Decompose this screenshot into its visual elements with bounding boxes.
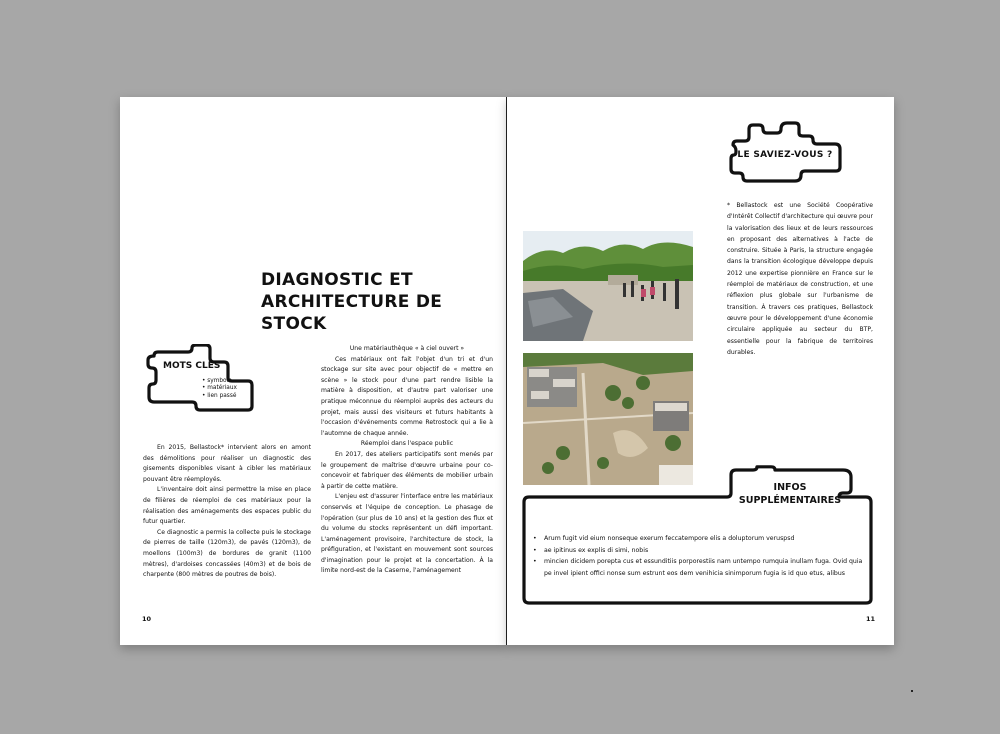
right-page <box>507 97 894 645</box>
saviez-vous-heading: LE SAVIEZ-VOUS ? <box>737 150 833 160</box>
paragraph: L'enjeu est d'assurer l'interface entre les matériaux conservés et l'équipe de conception. Le phasage de l'opération (sur plus de 10 ans) et la gestion des flux et du volume du stocks représentent un défi important. L'aménagement provisoire, l'architecture de stock, la préfiguration, et l'existant en mouvement sont sources d'imagination pour le projet et la concertation. À la limite nord-est de la Caserne, l'aménagement <box>321 493 493 575</box>
keyword-item: • symbole <box>202 378 237 385</box>
keyword-item: • matériaux <box>202 385 237 392</box>
paragraph: En 2015, Bellastock* intervient alors en amont des démolitions pour réaliser un diagnostic des gisements disponibles visant à cibler les matériaux pouvant être réemployés. <box>143 444 311 483</box>
keywords-heading: MOTS CLÉS <box>163 361 221 371</box>
subheading: Une matériauthèque « à ciel ouvert » <box>349 345 465 352</box>
paragraph: Ce diagnostic a permis la collecte puis le stockage de pierres de taille (120m3), de pavés (120m3), de moellons (100m3) de bordures de granit (1100 mètres), d'ardoises concassées (40m3) et de bois de charpente (800 mètres de poutres de bois). <box>143 528 312 579</box>
keywords-list <box>202 378 237 400</box>
info-item: • Arum fugit vid eium nonseque exerum feccatempore elis a doluptorum veruspsd <box>533 533 867 545</box>
left-page <box>120 97 507 645</box>
keyword-item: • lien passé <box>202 393 237 400</box>
article-title: DIAGNOSTIC ET ARCHITECTURE DE STOCK <box>261 270 443 334</box>
dust-speck <box>911 690 913 692</box>
text-column-right <box>321 344 493 577</box>
infos-heading-line: INFOS <box>773 482 807 493</box>
infos-heading <box>729 481 851 507</box>
paragraph: En 2017, des ateliers participatifs sont menés par le groupement de maîtrise d'œuvre urbaine pour co-concevoir et fabriquer des éléments de mobilier urbain à partir de cette matière. <box>321 450 493 490</box>
paragraph: L'inventaire doit ainsi permettre la mise en place de filières de réemploi de ces matériaux pour la réalisation des aménagements des espaces public du futur quartier. <box>143 486 311 526</box>
infos-heading-line: SUPPLÉMENTAIRES <box>738 495 842 506</box>
saviez-vous-text: * Bellastock est une Société Coopérative d'Intérêt Collectif d'architecture qui œuvre pour la valorisation des lieux et de leurs ressources en proposant des alternatives à l'acte de construire. Située à Paris, la structure engagée dans la transition écologique développe depuis 2012 une expertise pionnière en France sur le réemploi de matériaux de construction, et une réflexion plus globale sur l'urbanisme de transition. À travers ces pratiques, Bellastock œuvre pour le développement d'une économie circulaire appliquée au secteur du BTP, essentielle pour la fabrique de territoires durables. <box>727 202 873 356</box>
info-item: • mincien dicidem porepta cus et essunditiis porporestiis nam untempo rumquia inullam fuga. Ovid quia pe invel ipient offici nonse sum estrunt eos dem venihicia sinimporum fugia is id quo etus, alibus <box>533 556 867 579</box>
info-item: • ae ipitinus ex explis di simi, nobis <box>533 545 867 557</box>
paragraph: Ces matériaux ont fait l'objet d'un tri et d'un stockage sur site avec pour objectif de « mettre en scène » le stock pour d'une part rendre lisible la matière à disposition, et d'autre part valoriser une pratique méconnue du réemploi auprès des acteurs du projet, mais aussi des visiteurs et futurs habitants à l'occasion d'événements comme Retrostock qui a lie à l'automne de chaque année. <box>321 355 493 437</box>
keywords-frame-icon <box>144 344 256 412</box>
page-number: 10 <box>142 615 152 623</box>
infos-list <box>533 533 867 579</box>
text-column-left <box>143 443 311 581</box>
site-visit-photo <box>523 231 693 341</box>
subheading: Réemploi dans l'espace public <box>360 440 454 448</box>
page-number: 11 <box>866 615 876 623</box>
